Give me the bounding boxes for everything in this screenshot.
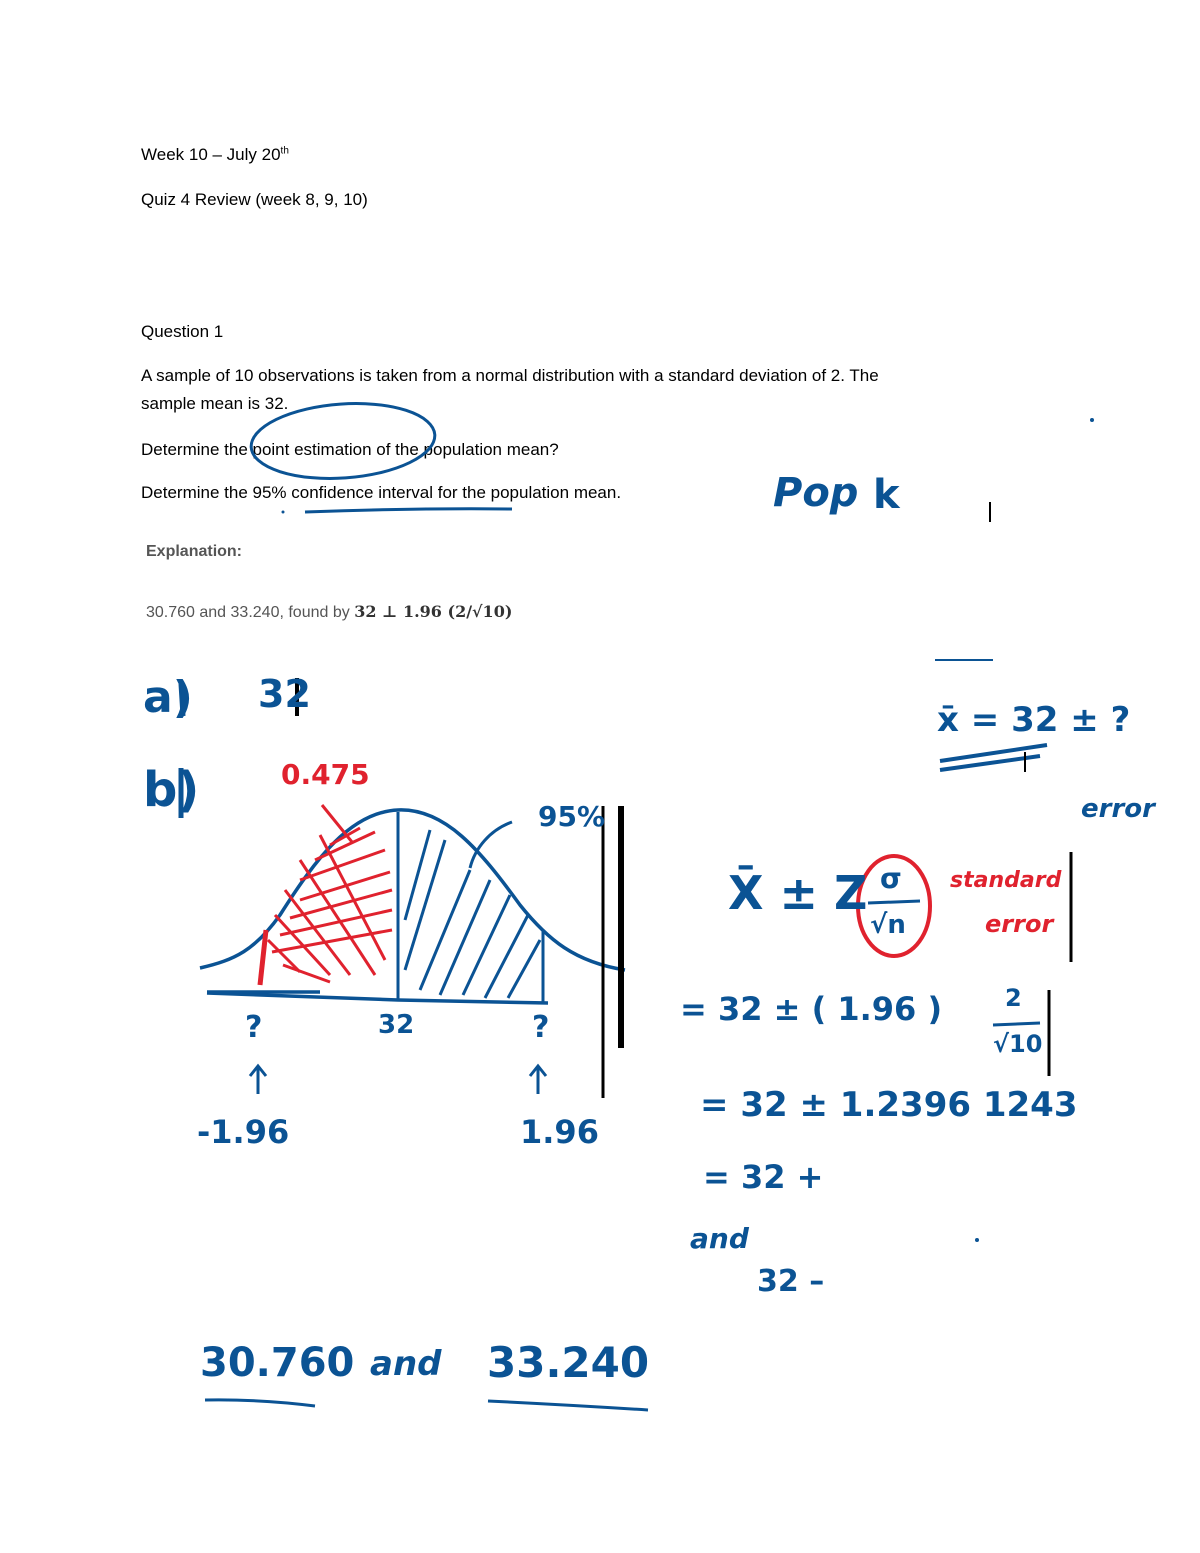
hw-step1-numerator: 2 [1005, 984, 1022, 1012]
question-title: Question 1 [141, 322, 224, 341]
hw-final-lower: 30.760 [200, 1340, 355, 1386]
hw-right-z: 1.96 [520, 1113, 599, 1151]
hw-confidence-label: 95% [538, 800, 606, 833]
explanation-heading: Explanation: [146, 543, 243, 560]
blue-hatching [405, 830, 540, 998]
quiz-heading: Quiz 4 Review (week 8, 9, 10) [141, 190, 368, 209]
hw-error-label: error [985, 910, 1054, 938]
hw-area-value: 0.475 [281, 758, 370, 791]
explanation-text: 30.760 and 33.240, found by 32 ⊥ 1.96 (2/√10) [146, 602, 513, 621]
hw-pop: Pop [773, 470, 859, 516]
week-heading: Week 10 – July 20th [141, 145, 289, 164]
hw-error-note: error [1081, 794, 1155, 824]
hw-center-value: 32 [378, 1010, 415, 1040]
confidence-pointer [470, 822, 512, 868]
hw-part-a-answer: 32 [258, 672, 311, 716]
hw-formula: X̄ ± Z [728, 866, 868, 920]
final-low-underline [205, 1400, 315, 1406]
stray-dot [1090, 418, 1094, 422]
prompt-confidence-interval: Determine the 95% confidence interval for the population mean. [141, 483, 622, 502]
hw-step3: = 32 + [703, 1158, 824, 1196]
hw-sigma: σ [880, 862, 902, 895]
hw-standard-label: standard [950, 868, 1062, 893]
hw-and-word: and [690, 1222, 749, 1255]
sigma-fraction-bar [868, 901, 920, 903]
hw-left-unknown: ? [245, 1010, 263, 1045]
hw-part-b-label: b) [143, 762, 200, 818]
step1-fraction-bar [993, 1023, 1040, 1025]
hw-right-unknown: ? [532, 1010, 550, 1045]
question-text-line1: A sample of 10 observations is taken from a normal distribution with a standard deviation of 2. The [141, 366, 879, 385]
hw-step2: = 32 ± 1.2396 1243 [700, 1085, 1078, 1125]
hw-sqrt-n: √n [870, 910, 906, 940]
final-high-underline [488, 1401, 648, 1410]
curve-baseline [207, 993, 548, 1003]
area-pointer [322, 805, 352, 842]
question-text-line2: sample mean is 32. [141, 394, 289, 413]
hw-left-z: -1.96 [197, 1113, 290, 1151]
stray-dot [975, 1238, 979, 1242]
annotation-circle [249, 398, 438, 485]
explanation-formula: 32 ⊥ 1.96 (2/√10) [354, 602, 513, 621]
prompt-point-estimate: Determine the point estimation of the population mean? [141, 440, 559, 459]
left-arrow [250, 1066, 266, 1094]
stray-dot [282, 511, 285, 514]
hw-step1: = 32 ± ( 1.96 ) [680, 990, 943, 1028]
hw-pop-mark: k [873, 472, 900, 518]
hw-final-and: and [370, 1344, 442, 1384]
hw-step1-denominator: √10 [993, 1030, 1043, 1058]
hw-part-a-label: a) [143, 672, 193, 723]
annotation-underline [305, 509, 512, 512]
hw-final-upper: 33.240 [487, 1338, 650, 1387]
right-arrow [530, 1066, 546, 1094]
hw-step4: 32 – [757, 1264, 825, 1299]
hw-xbar-line: x̄ = 32 ± ? [937, 700, 1131, 740]
